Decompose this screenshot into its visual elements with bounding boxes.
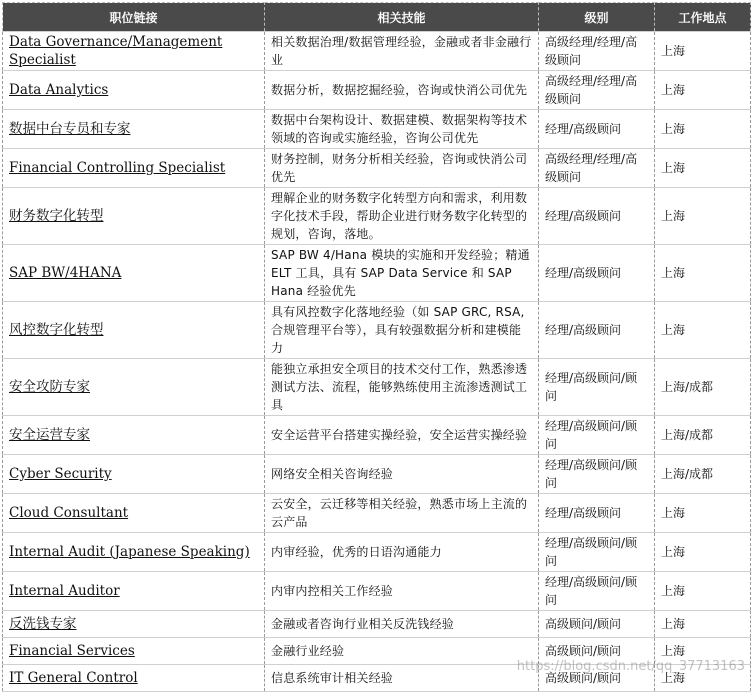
table-row (3, 359, 751, 416)
location-cell: 上海 (655, 32, 751, 71)
job-link[interactable]: Internal Auditor (9, 583, 120, 599)
level-cell: 经理/高级顾问/顾问 (539, 533, 655, 572)
table-row (3, 611, 751, 638)
role-cell (3, 416, 265, 455)
job-link[interactable]: 安全攻防专家 (9, 379, 90, 395)
role-cell (3, 110, 265, 149)
job-link[interactable]: 反洗钱专家 (9, 616, 77, 632)
skills-cell: 相关数据治理/数据管理经验，金融或者非金融行业 (265, 32, 539, 71)
level-cell: 经理/高级顾问 (539, 494, 655, 533)
table-row (3, 32, 751, 71)
role-cell (3, 572, 265, 611)
table-row (3, 71, 751, 110)
job-link[interactable]: 数据中台专员和专家 (9, 121, 131, 137)
skills-cell: 信息系统审计相关经验 (265, 665, 539, 692)
role-cell (3, 494, 265, 533)
skills-cell: 金融行业经验 (265, 638, 539, 665)
skills-cell: 数据中台架构设计、数据建模、数据架构等技术领域的咨询或实施经验，咨询公司优先 (265, 110, 539, 149)
table-row (3, 110, 751, 149)
job-link[interactable]: Cloud Consultant (9, 505, 129, 521)
header-location: 工作地点 (655, 3, 751, 32)
header-skills: 相关技能 (265, 3, 539, 32)
header-level: 级别 (539, 3, 655, 32)
table-body (3, 32, 751, 692)
skills-cell: 云安全，云迁移等相关经验，熟悉市场上主流的云产品 (265, 494, 539, 533)
job-link[interactable]: 风控数字化转型 (9, 322, 104, 338)
skills-cell: 具有风控数字化落地经验（如 SAP GRC, RSA, 合规管理平台等），具有较强数据分析和建模能力 (265, 302, 539, 359)
location-cell: 上海 (655, 494, 751, 533)
job-link[interactable]: IT General Control (9, 670, 138, 686)
location-cell: 上海 (655, 71, 751, 110)
location-cell: 上海 (655, 533, 751, 572)
level-cell: 经理/高级顾问 (539, 188, 655, 245)
skills-cell: 数据分析，数据挖掘经验，咨询或快消公司优先 (265, 71, 539, 110)
location-cell: 上海/成都 (655, 359, 751, 416)
role-cell (3, 638, 265, 665)
job-link[interactable]: Cyber Security (9, 466, 112, 482)
job-link[interactable]: Financial Services (9, 643, 135, 659)
skills-cell: SAP BW 4/Hana 模块的实施和开发经验；精通 ELT 工具，具有 SAP Data Service 和 SAP Hana 经验优先 (265, 245, 539, 302)
role-cell (3, 455, 265, 494)
role-cell (3, 32, 265, 71)
job-link[interactable]: Data Governance/Management Specialist (9, 34, 223, 68)
watermark: https://blog.csdn.net/qq_37713163 (516, 659, 745, 674)
role-cell (3, 245, 265, 302)
level-cell: 经理/高级顾问/顾问 (539, 455, 655, 494)
table-row (3, 455, 751, 494)
skills-cell: 内审经验，优秀的日语沟通能力 (265, 533, 539, 572)
header-role: 职位链接 (3, 3, 265, 32)
level-cell: 高级顾问/顾问 (539, 638, 655, 665)
location-cell: 上海 (655, 611, 751, 638)
location-cell: 上海 (655, 245, 751, 302)
skills-cell: 金融或者咨询行业相关反洗钱经验 (265, 611, 539, 638)
level-cell: 经理/高级顾问 (539, 245, 655, 302)
level-cell: 经理/高级顾问/顾问 (539, 359, 655, 416)
skills-cell: 财务控制，财务分析相关经验，咨询或快消公司优先 (265, 149, 539, 188)
role-cell (3, 665, 265, 692)
table-row (3, 302, 751, 359)
location-cell: 上海 (655, 572, 751, 611)
level-cell: 经理/高级顾问 (539, 110, 655, 149)
location-cell: 上海 (655, 149, 751, 188)
job-link[interactable]: Internal Audit (Japanese Speaking) (9, 544, 250, 560)
table-row (3, 188, 751, 245)
job-link[interactable]: 安全运营专家 (9, 427, 90, 443)
skills-cell: 理解企业的财务数字化转型方向和需求，利用数字化技术手段，帮助企业进行财务数字化转型的规划，咨询，落地。 (265, 188, 539, 245)
skills-cell: 网络安全相关咨询经验 (265, 455, 539, 494)
role-cell (3, 359, 265, 416)
job-link[interactable]: Data Analytics (9, 82, 109, 98)
role-cell (3, 611, 265, 638)
skills-cell: 安全运营平台搭建实操经验，安全运营实操经验 (265, 416, 539, 455)
skills-cell: 能独立承担安全项目的技术交付工作，熟悉渗透测试方法、流程，能够熟练使用主流渗透测试工具 (265, 359, 539, 416)
role-cell (3, 188, 265, 245)
role-cell (3, 71, 265, 110)
level-cell: 高级经理/经理/高级顾问 (539, 71, 655, 110)
table-header-row (3, 3, 751, 32)
level-cell: 高级经理/经理/高级顾问 (539, 149, 655, 188)
role-cell (3, 533, 265, 572)
table-row (3, 665, 751, 692)
skills-cell: 内审内控相关工作经验 (265, 572, 539, 611)
location-cell: 上海 (655, 665, 751, 692)
job-link[interactable]: 财务数字化转型 (9, 208, 104, 224)
level-cell: 经理/高级顾问/顾问 (539, 572, 655, 611)
location-cell: 上海/成都 (655, 455, 751, 494)
level-cell: 高级顾问/顾问 (539, 611, 655, 638)
job-link[interactable]: SAP BW/4HANA (9, 265, 122, 281)
location-cell: 上海/成都 (655, 416, 751, 455)
table-row (3, 494, 751, 533)
job-table (2, 2, 751, 692)
role-cell (3, 302, 265, 359)
job-link[interactable]: Financial Controlling Specialist (9, 160, 226, 176)
level-cell: 经理/高级顾问/顾问 (539, 416, 655, 455)
level-cell: 经理/高级顾问 (539, 302, 655, 359)
location-cell: 上海 (655, 638, 751, 665)
location-cell: 上海 (655, 302, 751, 359)
table-row (3, 533, 751, 572)
table-row (3, 149, 751, 188)
table-row (3, 638, 751, 665)
table-row (3, 572, 751, 611)
table-row (3, 416, 751, 455)
location-cell: 上海 (655, 188, 751, 245)
level-cell: 高级顾问/顾问 (539, 665, 655, 692)
role-cell (3, 149, 265, 188)
location-cell: 上海 (655, 110, 751, 149)
table-row (3, 245, 751, 302)
level-cell: 高级经理/经理/高级顾问 (539, 32, 655, 71)
